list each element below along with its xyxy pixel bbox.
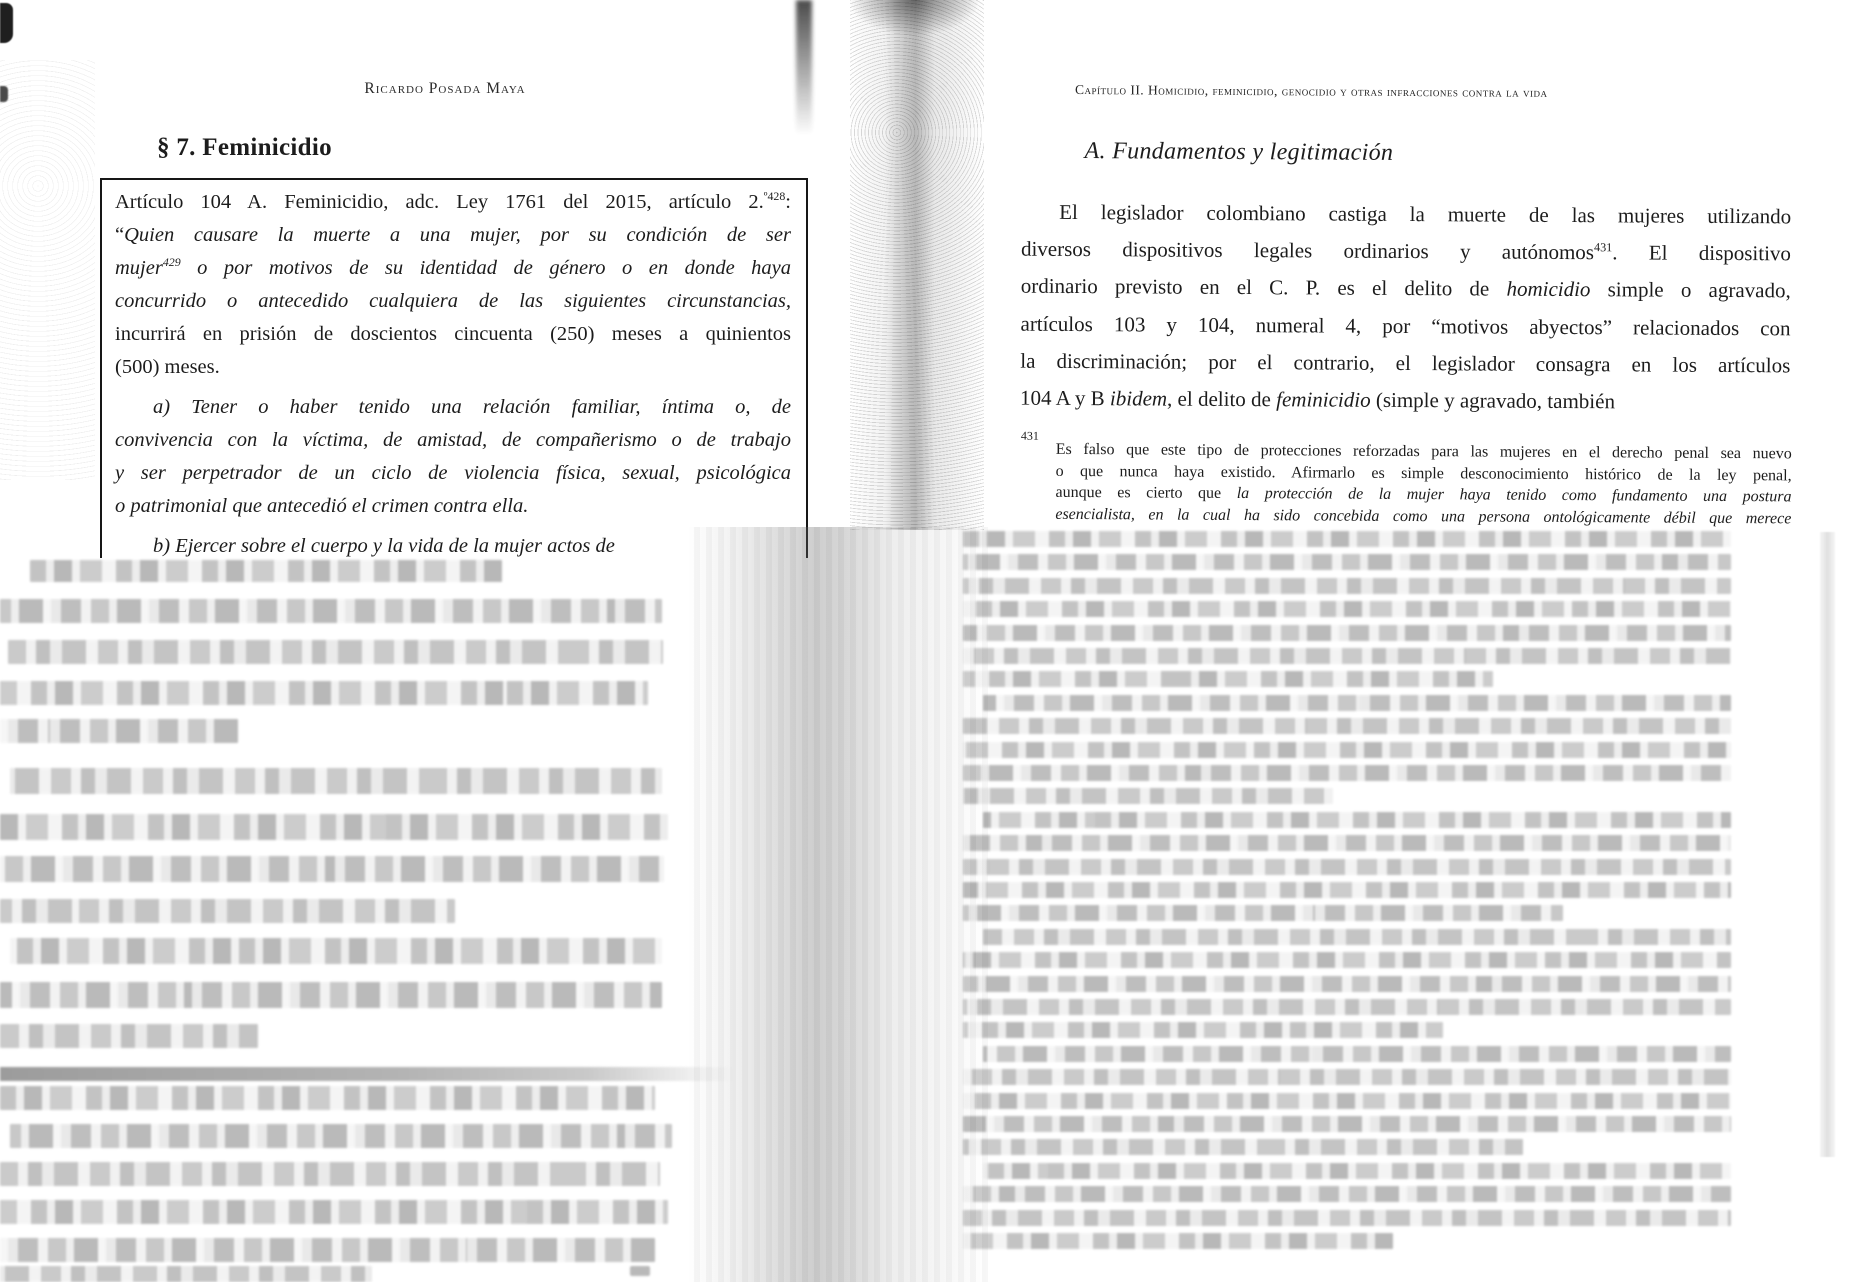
illegible-text-line bbox=[963, 671, 1493, 687]
text-line: a) Tener o haber tenido una relación familiar, íntima o, de bbox=[153, 396, 791, 418]
footnote-431-marker: 431 bbox=[1020, 428, 1039, 443]
text-line: 104 A y B ibidem, el delito de feminicidio (simple y agravado, también bbox=[1020, 385, 1616, 414]
illegible-text-line bbox=[963, 788, 1333, 804]
left-section-title: § 7. Feminicidio bbox=[157, 134, 332, 161]
illegible-text-line bbox=[963, 1233, 1393, 1249]
illegible-text-line bbox=[0, 681, 648, 705]
illegible-text-line bbox=[983, 1163, 1731, 1179]
illegible-text-line bbox=[0, 719, 238, 743]
illegible-text-line bbox=[963, 554, 1731, 570]
illegible-text-line bbox=[963, 648, 1731, 664]
illegible-text-line bbox=[0, 1266, 372, 1282]
illegible-text-line bbox=[963, 1186, 1731, 1202]
illegible-text-line bbox=[963, 1022, 1443, 1038]
illegible-text-line bbox=[963, 1116, 1731, 1132]
scan-gutter-shadow-lower bbox=[688, 527, 988, 1282]
illegible-text-line bbox=[963, 835, 1731, 851]
corner-smudge-top-left bbox=[0, 3, 13, 43]
illegible-text-line bbox=[0, 1024, 258, 1048]
text-line: mujer$^{429}$ o por motivos de su identidad de género o en donde haya bbox=[115, 255, 791, 279]
right-body-paragraph bbox=[1020, 194, 1791, 422]
scan-gutter-shadow-top bbox=[850, 0, 984, 530]
illegible-text-line bbox=[0, 599, 662, 623]
text-line: artículos 103 y 104, numeral 4, por “motivos abyectos” relacionados con bbox=[1020, 311, 1791, 340]
page-edge-shadow-right bbox=[1820, 532, 1835, 1157]
illegible-text-line bbox=[963, 742, 1731, 758]
right-running-header: Capítulo II. Homicidio, feminicidio, genocidio y otras infracciones contra la vida bbox=[1074, 82, 1548, 100]
illegible-text-line bbox=[963, 1210, 1731, 1226]
text-line: o patrimonial que antecedió el crimen contra ella. bbox=[115, 495, 529, 517]
illegible-text-line bbox=[963, 1139, 1523, 1155]
illegible-text-line bbox=[630, 1266, 650, 1276]
text-line: concurrido o antecedido cualquiera de las siguientes circunstancias, bbox=[115, 290, 791, 312]
left-running-header: Ricardo Posada Maya bbox=[364, 80, 526, 97]
illegible-text-line bbox=[963, 905, 1563, 921]
illegible-text-line bbox=[963, 578, 1731, 594]
illegible-text-line bbox=[963, 1093, 1731, 1109]
text-line: esencialista, en la cual ha sido concebida como una persona ontológicamente débil que merece bbox=[1055, 505, 1792, 528]
illegible-text-line bbox=[0, 1200, 668, 1224]
illegible-text-line bbox=[963, 859, 1731, 875]
illegible-text-line bbox=[0, 1067, 735, 1081]
illegible-text-line bbox=[10, 768, 662, 794]
illegible-text-line bbox=[963, 601, 1731, 617]
illegible-text-line bbox=[963, 531, 1731, 547]
text-line: El legislador colombiano castiga la muerte de las mujeres utilizando bbox=[1059, 199, 1792, 229]
text-line: “Quien causare la muerte a una mujer, por su condición de ser bbox=[115, 224, 791, 246]
text-line: b) Ejercer sobre el cuerpo y la vida de la mujer actos de bbox=[153, 535, 615, 557]
illegible-text-line bbox=[0, 899, 455, 923]
text-line: incurrirá en prisión de doscientos cincuenta (250) meses a quinientos bbox=[115, 323, 791, 345]
illegible-text-line bbox=[963, 976, 1731, 992]
illegible-text-line bbox=[10, 1124, 672, 1148]
illegible-text-line bbox=[0, 814, 668, 840]
right-section-heading: A. Fundamentos y legitimación bbox=[1084, 138, 1394, 166]
illegible-text-line bbox=[0, 1086, 655, 1110]
illegible-text-line bbox=[0, 1238, 655, 1262]
illegible-text-line bbox=[30, 560, 502, 582]
illegible-text-line bbox=[963, 952, 1731, 968]
illegible-text-line bbox=[10, 938, 662, 964]
illegible-text-line bbox=[983, 1046, 1731, 1062]
text-line: y ser perpetrador de un ciclo de violencia física, sexual, psicológica bbox=[115, 462, 791, 484]
illegible-text-line bbox=[963, 882, 1731, 898]
text-line: o que nunca haya existido. Afirmarlo es simple desconocimiento histórico de la ley penal, bbox=[1055, 462, 1792, 484]
illegible-text-line bbox=[8, 640, 663, 664]
illegible-text-line bbox=[983, 695, 1731, 711]
footnote-431-text bbox=[1055, 439, 1792, 530]
illegible-text-line bbox=[0, 1162, 660, 1186]
text-line: ordinario previsto en el C. P. es el delito de homicidio simple o agravado, bbox=[1020, 274, 1791, 303]
illegible-text-line bbox=[983, 812, 1731, 828]
illegible-text-line bbox=[963, 718, 1731, 734]
text-line: Artículo 104 A. Feminicidio, adc. Ley 1761 del 2015, artículo 2.$^{º428}$: bbox=[115, 189, 791, 213]
text-line: (500) meses. bbox=[115, 356, 220, 378]
scan-gutter-dark-streak bbox=[796, 0, 812, 135]
text-line: aunque es cierto que la protección de la mujer haya tenido como fundamento una postura bbox=[1055, 484, 1792, 506]
text-line: diversos dispositivos legales ordinarios y autónomos$^{431}$. El dispositivo bbox=[1020, 236, 1792, 266]
illegible-text-line bbox=[983, 929, 1731, 945]
illegible-text-line bbox=[963, 625, 1731, 641]
text-line: la discriminación; por el contrario, el legislador consagra en los artículos bbox=[1020, 348, 1791, 378]
illegible-text-line bbox=[0, 982, 662, 1008]
text-line: Es falso que este tipo de protecciones reforzadas para las mujeres en el derecho penal sea nuevo bbox=[1055, 440, 1792, 463]
illegible-text-line bbox=[963, 765, 1731, 781]
illegible-text-line bbox=[963, 1069, 1731, 1085]
illegible-text-line bbox=[0, 856, 664, 882]
text-line: convivencia con la víctima, de amistad, de compañerismo o de trabajo bbox=[115, 429, 791, 451]
corner-smudge-left-small bbox=[0, 86, 8, 102]
illegible-text-line bbox=[963, 999, 1731, 1015]
